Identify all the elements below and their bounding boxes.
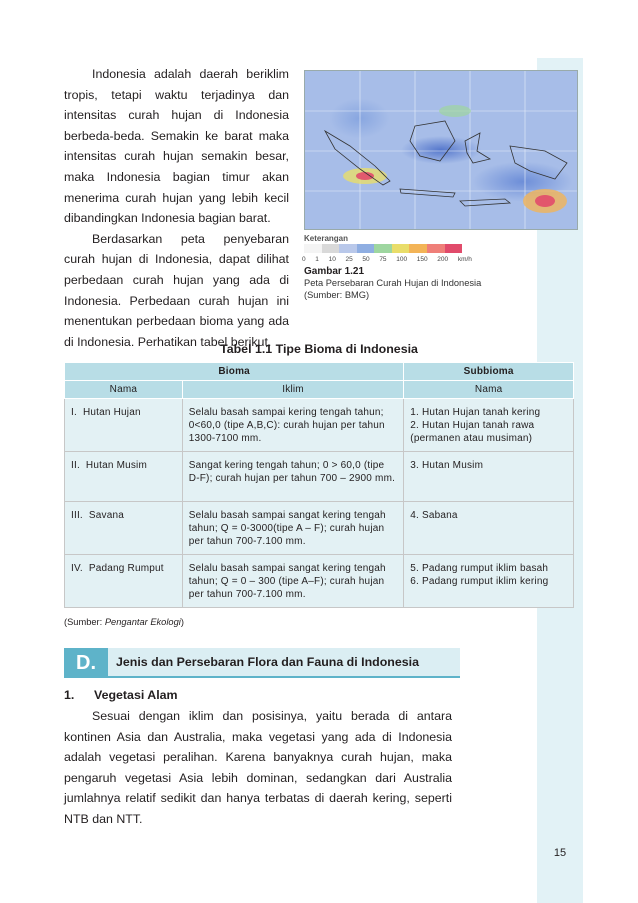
subsection-title: Vegetasi Alam — [94, 688, 178, 702]
bioma-name: Savana — [88, 510, 125, 521]
cell-subbioma — [404, 399, 574, 452]
legend-swatch — [445, 244, 463, 253]
bioma-name: Hutan Hujan — [82, 407, 141, 418]
legend-swatch — [339, 244, 357, 253]
subbioma-item: 3. Hutan Musim — [410, 460, 484, 471]
page-header-band — [0, 0, 638, 58]
cell-nama — [65, 555, 183, 608]
table-source — [64, 617, 184, 627]
legend-color-bar — [304, 244, 462, 253]
source-prefix: (Sumber: — [64, 617, 105, 627]
cell-nama — [65, 399, 183, 452]
table-row — [65, 502, 574, 555]
header-nama: Nama — [65, 381, 183, 399]
header-bioma: Bioma — [65, 363, 404, 381]
subsection-number: 1. — [64, 688, 75, 702]
row-numeral: I. — [71, 407, 77, 418]
subbioma-item: 6. Padang rumput iklim kering — [410, 576, 549, 587]
cell-iklim: Selalu basah sampai kering tengah tahun; 0<60,0 (tipe A,B,C): curah hujan per tahun 1300-7100 mm. — [182, 399, 404, 452]
page-number: 15 — [553, 847, 567, 859]
cell-iklim: Sangat kering tengah tahun; 0 > 60,0 (tipe D-F); curah hujan per tahun 700 – 2900 mm. — [182, 452, 404, 502]
legend-swatch — [374, 244, 392, 253]
section-heading — [64, 648, 460, 678]
rainfall-map-drawing — [305, 71, 577, 229]
legend-tick: 0 — [302, 256, 306, 263]
header-iklim: Iklim — [182, 381, 404, 399]
legend-tick: 50 — [362, 256, 370, 263]
legend-swatch — [409, 244, 427, 253]
table-row — [65, 399, 574, 452]
rainfall-map-image — [304, 70, 578, 230]
subbioma-item: 5. Padang rumput iklim basah — [410, 563, 549, 574]
source-title: Pengantar Ekologi — [104, 617, 181, 627]
cell-nama — [65, 502, 183, 555]
legend-tick: 75 — [379, 256, 387, 263]
figure-caption-title: Gambar 1.21 — [304, 266, 365, 277]
cell-iklim: Selalu basah sampai sangat kering tengah tahun; Q = 0 – 300 (tipe A–F); curah hujan per tahun 700-7.100 mm. — [182, 555, 404, 608]
legend-swatch — [357, 244, 375, 253]
section-letter-badge: D. — [64, 648, 108, 678]
legend-swatch — [427, 244, 445, 253]
legend-swatch — [322, 244, 340, 253]
legend-tick-unit: km/h — [457, 256, 472, 263]
table-row — [65, 555, 574, 608]
legend-tick: 150 — [416, 256, 428, 263]
legend-title: Keterangan — [304, 234, 349, 243]
subbioma-item: 2. Hutan Hujan tanah rawa (permanen atau musiman) — [410, 420, 535, 444]
cell-nama — [65, 452, 183, 502]
intro-paragraph-1: Indonesia adalah daerah beriklim tropis, tetapi waktu terjadinya dan intensitas curah hujan di Indonesia berbeda-beda. Semakin ke barat maka intensitas curah hujan semakin besar, maka Indonesia bagian timur akan menerima curah hujan yang lebih kecil dibandingkan Indonesia bagian barat. — [64, 67, 289, 226]
figure-caption-line: Peta Persebaran Curah Hujan di Indonesia — [304, 278, 482, 288]
bioma-name: Padang Rumput — [88, 563, 164, 574]
legend-swatch — [392, 244, 410, 253]
row-numeral: II. — [71, 460, 80, 471]
intro-paragraph-2: Berdasarkan peta penyebaran curah hujan di Indonesia, dapat dilihat perbedaan curah hujan yang ada di Indonesia. Perbedaan curah hujan ini menentukan perbedaan bioma yang ada di Indonesia. Perhatikan tabel berikut. — [64, 231, 289, 349]
legend-swatch — [304, 244, 322, 253]
legend-tick: 1 — [315, 256, 319, 263]
row-numeral: III. — [71, 510, 83, 521]
body-paragraph: Sesuai dengan iklim dan posisinya, yaitu berada di antara kontinen Asia dan Australia, maka vegetasi yang ada di Indonesia adalah vegetasi peralihan. Karena banyaknya curah hujan, maka pengaruh vegetasi Asia lebih dominan, sedangkan dari Australia jumlahnya relatif sedikit dan hanya terbatas di daerah kering, seperti NTB dan NTT. — [64, 709, 452, 826]
header-subbioma: Subbioma — [404, 363, 574, 381]
bioma-table — [64, 362, 574, 608]
table-row — [65, 452, 574, 502]
cell-iklim: Selalu basah sampai sangat kering tengah tahun; Q = 0-3000(tipe A – F); curah hujan per tahun 700-7.100 mm. — [182, 502, 404, 555]
figure-caption — [304, 278, 534, 301]
source-suffix: ) — [180, 617, 184, 627]
row-numeral: IV. — [71, 563, 83, 574]
table-group-header-row — [65, 363, 574, 381]
cell-subbioma — [404, 452, 574, 502]
figure-source: (Sumber: BMG) — [304, 289, 370, 300]
subbioma-item: 4. Sabana — [410, 510, 458, 521]
legend-tick-labels — [302, 256, 472, 263]
table-title: Tabel 1.1 Tipe Bioma di Indonesia — [220, 342, 418, 356]
section-title: Jenis dan Persebaran Flora dan Fauna di Indonesia — [116, 655, 419, 669]
legend-tick: 25 — [345, 256, 353, 263]
legend-tick: 200 — [437, 256, 449, 263]
intro-text — [64, 64, 289, 352]
header-subbioma-nama: Nama — [404, 381, 574, 399]
bioma-name: Hutan Musim — [85, 460, 148, 471]
subsection-heading — [64, 688, 178, 702]
legend-tick: 10 — [328, 256, 336, 263]
legend-tick: 100 — [396, 256, 408, 263]
cell-subbioma — [404, 502, 574, 555]
table-column-header-row — [65, 381, 574, 399]
subbioma-item: 1. Hutan Hujan tanah kering — [410, 407, 541, 418]
cell-subbioma — [404, 555, 574, 608]
